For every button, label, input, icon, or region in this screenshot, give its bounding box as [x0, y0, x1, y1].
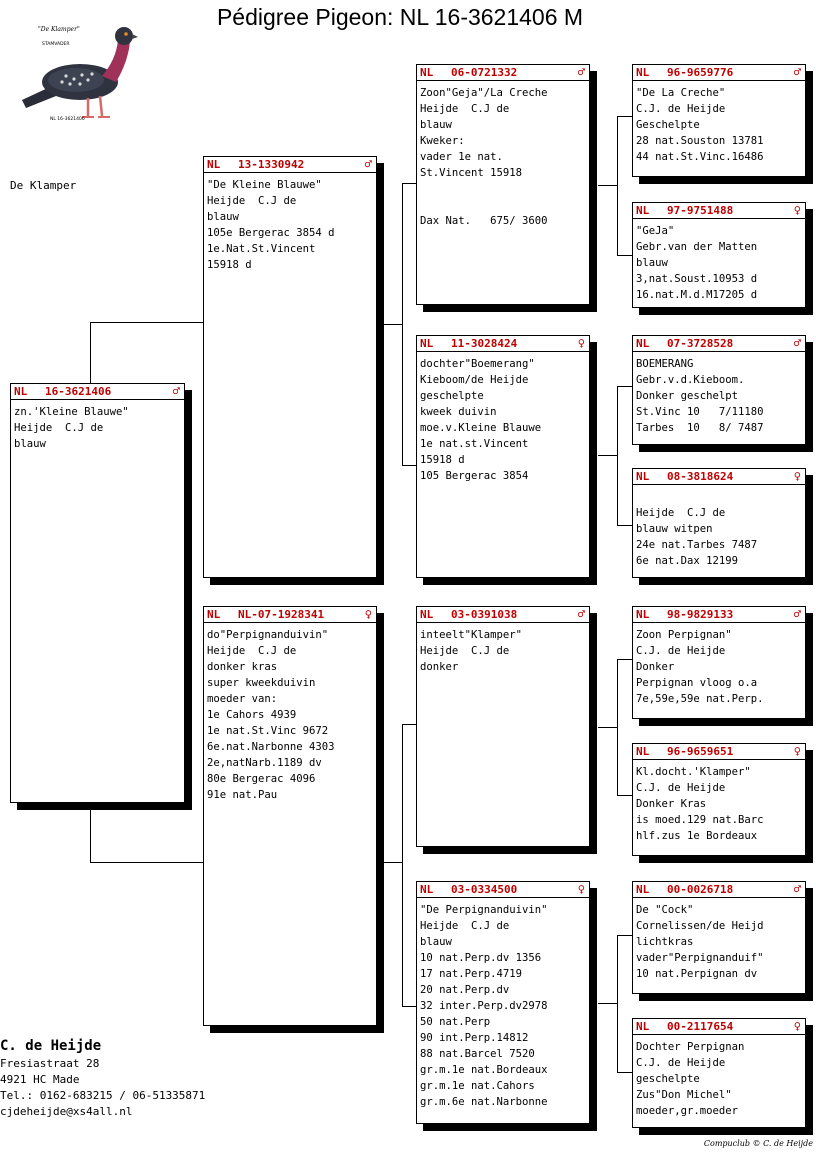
detail-line: 17 nat.Perp.4719 — [420, 968, 523, 980]
pigeon-card-mfm — [632, 743, 806, 856]
pigeon-card-father — [203, 156, 377, 578]
detail-line: Tarbes 10 8/ 7487 — [636, 422, 764, 434]
detail-line: Geschelpte — [636, 119, 700, 131]
detail-line: 105 Bergerac 3854 — [420, 470, 529, 482]
card-details — [417, 898, 589, 1110]
detail-line: Kweker: — [420, 135, 465, 147]
sex-icon: ♂ — [577, 607, 585, 621]
connector — [402, 1006, 417, 1007]
pigeon-card-father-father — [416, 64, 590, 305]
subject-name: De Klamper — [10, 179, 77, 192]
card-header — [633, 65, 805, 81]
card-details — [11, 400, 184, 452]
pigeon-card-mother — [203, 606, 377, 1026]
pigeon-card-subject — [10, 383, 185, 803]
sex-icon: ♀ — [793, 203, 801, 217]
breeder-address: Fresiastraat 28 — [0, 1057, 100, 1070]
breeder-phone: Tel.: 0162-683215 / 06-51335871 — [0, 1089, 206, 1102]
connector — [617, 116, 618, 255]
country-code: NL — [207, 158, 221, 171]
detail-line: super kweekduivin — [207, 677, 316, 689]
card-details — [417, 623, 589, 675]
pigeon-card-father-mother — [416, 335, 590, 578]
detail-line: 7e,59e,59e nat.Perp. — [636, 693, 764, 705]
detail-line: donker — [420, 661, 459, 673]
detail-line: Dochter Perpignan — [636, 1041, 745, 1053]
detail-line: vader"Perpignanduif" — [636, 952, 764, 964]
detail-line: 24e nat.Tarbes 7487 — [636, 539, 758, 551]
detail-line: 44 nat.St.Vinc.16486 — [636, 151, 764, 163]
detail-line: blauw witpen — [636, 523, 713, 535]
country-code: NL — [636, 66, 650, 79]
card-header — [417, 336, 589, 352]
detail-line — [420, 181, 589, 197]
country-code: NL — [420, 883, 434, 896]
card-header — [417, 882, 589, 898]
detail-line: 2e,natNarb.1189 dv — [207, 757, 322, 769]
detail-line: C.J. de Heijde — [636, 645, 726, 657]
detail-line: 1e nat.St.Vinc 9672 — [207, 725, 329, 737]
detail-line: vader 1e nat. — [420, 151, 503, 163]
card-details — [633, 485, 805, 569]
sex-icon: ♂ — [793, 607, 801, 621]
detail-line: Heijde C.J de — [420, 645, 510, 657]
breeder-name: C. de Heijde — [0, 1038, 102, 1054]
connector — [617, 386, 618, 525]
detail-line: blauw — [420, 119, 452, 131]
detail-line: moe.v.Kleine Blauwe — [420, 422, 542, 434]
ring-number: 00-2117654 — [667, 1020, 734, 1033]
sex-icon: ♀ — [793, 744, 801, 758]
detail-line: kweek duivin — [420, 406, 497, 418]
detail-line: St.Vincent 15918 — [420, 167, 523, 179]
ring-number: 03-0334500 — [451, 883, 518, 896]
detail-line: 15918 d — [207, 259, 252, 271]
country-code: NL — [636, 470, 650, 483]
detail-line: Perpignan vloog o.a — [636, 677, 758, 689]
connector — [598, 455, 617, 456]
card-details — [417, 81, 589, 229]
sex-icon: ♂ — [793, 882, 801, 896]
connector — [617, 935, 618, 1072]
connector — [402, 183, 417, 184]
ring-number: 96-9659651 — [667, 745, 734, 758]
connector — [617, 659, 618, 795]
card-header — [417, 607, 589, 623]
ring-number: 13-1330942 — [238, 158, 305, 171]
detail-line: 10 nat.Perp.dv 1356 — [420, 952, 542, 964]
detail-line: Gebr.v.d.Kieboom. — [636, 374, 745, 386]
pigeon-card-mother-mother — [416, 881, 590, 1124]
country-code: NL — [207, 608, 221, 621]
ring-number: 97-9751488 — [667, 204, 734, 217]
detail-line: geschelpte — [636, 1073, 700, 1085]
detail-line: Cornelissen/de Heijd — [636, 920, 764, 932]
detail-line: De "Cock" — [636, 904, 694, 916]
detail-line: moeder van: — [207, 693, 278, 705]
detail-line: Heijde C.J de — [420, 103, 510, 115]
detail-line: 6e nat.Dax 12199 — [636, 555, 739, 567]
detail-line: Donker — [636, 661, 675, 673]
connector — [402, 465, 417, 466]
connector — [617, 1072, 633, 1073]
connector — [384, 324, 402, 325]
card-header — [417, 65, 589, 81]
detail-line: 15918 d — [420, 454, 465, 466]
country-code: NL — [636, 204, 650, 217]
detail-line: 1e.Nat.St.Vincent — [207, 243, 316, 255]
ring-number: 96-9659776 — [667, 66, 734, 79]
card-details — [633, 81, 805, 165]
card-details — [417, 352, 589, 484]
detail-line: 88 nat.Barcel 7520 — [420, 1048, 535, 1060]
card-details — [204, 173, 376, 273]
card-header — [633, 607, 805, 623]
card-details — [633, 1035, 805, 1119]
card-header — [633, 203, 805, 219]
detail-line: 10 nat.Perpignan dv — [636, 968, 758, 980]
page-title: Pédigree Pigeon: NL 16-3621406 M — [216, 4, 584, 30]
connector — [617, 795, 633, 796]
breeder-info — [0, 1036, 205, 1120]
detail-line: 1e Cahors 4939 — [207, 709, 297, 721]
country-code: NL — [420, 66, 434, 79]
detail-line: C.J. de Heijde — [636, 782, 726, 794]
connector — [598, 1003, 617, 1004]
connector — [617, 386, 633, 387]
sex-icon: ♀ — [793, 1019, 801, 1033]
card-header — [633, 744, 805, 760]
connector — [90, 808, 91, 863]
card-header — [633, 882, 805, 898]
country-code: NL — [636, 745, 650, 758]
detail-line: Gebr.van der Matten — [636, 241, 758, 253]
connector — [402, 724, 403, 1006]
connector — [617, 255, 633, 256]
sex-icon: ♀ — [577, 336, 585, 350]
pigeon-card-mother-father — [416, 606, 590, 847]
detail-line: Zoon"Geja"/La Creche — [420, 87, 548, 99]
detail-line: 91e nat.Pau — [207, 789, 278, 801]
sex-icon: ♀ — [364, 607, 372, 621]
country-code: NL — [636, 1020, 650, 1033]
connector — [384, 862, 402, 863]
detail-line: blauw — [420, 936, 452, 948]
detail-line: lichtkras — [636, 936, 694, 948]
card-details — [633, 898, 805, 982]
pigeon-card-mff — [632, 606, 806, 719]
connector — [90, 322, 91, 384]
pigeon-card-fff — [632, 64, 806, 177]
country-code: NL — [636, 883, 650, 896]
detail-line: Heijde C.J de — [207, 645, 297, 657]
country-code: NL — [636, 608, 650, 621]
connector — [90, 862, 204, 863]
connector — [598, 185, 617, 186]
photo-caption-mid: STAMVADER — [42, 42, 70, 47]
detail-line: C.J. de Heijde — [636, 1057, 726, 1069]
card-details — [633, 352, 805, 436]
detail-line: 28 nat.Souston 13781 — [636, 135, 764, 147]
connector — [617, 525, 633, 526]
detail-line — [420, 197, 589, 213]
pigeon-photo — [18, 16, 138, 128]
detail-line: inteelt"Klamper" — [420, 629, 523, 641]
detail-line: hlf.zus 1e Bordeaux — [636, 830, 758, 842]
detail-line: blauw — [207, 211, 239, 223]
ring-number: 98-9829133 — [667, 608, 734, 621]
photo-caption-top: "De Klamper" — [38, 26, 80, 33]
card-header — [204, 607, 376, 623]
ring-number: NL-07-1928341 — [238, 608, 325, 621]
detail-line: "De La Creche" — [636, 87, 726, 99]
ring-number: 03-0391038 — [451, 608, 518, 621]
detail-line: Heijde C.J de — [420, 920, 510, 932]
sex-icon: ♀ — [577, 882, 585, 896]
detail-line: 32 inter.Perp.dv2978 — [420, 1000, 548, 1012]
photo-caption-bottom: NL 16-3621406 — [50, 117, 85, 122]
card-header — [633, 336, 805, 352]
pigeon-card-mmm — [632, 1018, 806, 1128]
sex-icon: ♂ — [577, 65, 585, 79]
ring-number: 06-0721332 — [451, 66, 518, 79]
detail-line: gr.m.1e nat.Bordeaux — [420, 1064, 548, 1076]
footer-credit: Compuclub © C. de Heijde — [703, 1139, 813, 1148]
connector — [402, 724, 417, 725]
card-header — [633, 469, 805, 485]
connector — [617, 659, 633, 660]
ring-number: 00-0026718 — [667, 883, 734, 896]
detail-line: donker kras — [207, 661, 278, 673]
pigeon-card-fmf — [632, 335, 806, 445]
detail-line: Heijde C.J de — [207, 195, 297, 207]
detail-line: "De Perpignanduivin" — [420, 904, 548, 916]
detail-line: geschelpte — [420, 390, 484, 402]
detail-line: Heijde C.J de — [636, 507, 726, 519]
sex-icon: ♀ — [793, 469, 801, 483]
sex-icon: ♂ — [793, 65, 801, 79]
detail-line: 90 int.Perp.14812 — [420, 1032, 529, 1044]
detail-line: zn.'Kleine Blauwe" — [14, 406, 129, 418]
connector — [90, 322, 204, 323]
card-header — [11, 384, 184, 400]
detail-line: do"Perpignanduivin" — [207, 629, 329, 641]
detail-line: Heijde C.J de — [14, 422, 104, 434]
detail-line: blauw — [636, 257, 668, 269]
connector — [617, 116, 633, 117]
detail-line: BOEMERANG — [636, 358, 694, 370]
card-details — [633, 623, 805, 707]
sex-icon: ♂ — [364, 157, 372, 171]
country-code: NL — [420, 608, 434, 621]
detail-line: 6e.nat.Narbonne 4303 — [207, 741, 335, 753]
card-header — [633, 1019, 805, 1035]
ring-number: 08-3818624 — [667, 470, 734, 483]
sex-icon: ♂ — [172, 384, 180, 398]
ring-number: 16-3621406 — [45, 385, 112, 398]
breeder-city: 4921 HC Made — [0, 1073, 80, 1086]
pigeon-image — [18, 16, 138, 128]
detail-line: 50 nat.Perp — [420, 1016, 491, 1028]
connector — [617, 935, 633, 936]
card-details — [633, 219, 805, 303]
detail-line: Donker geschelpt — [636, 390, 739, 402]
pigeon-card-fmm — [632, 468, 806, 578]
detail-line: 16.nat.M.d.M17205 d — [636, 289, 758, 301]
card-details — [633, 760, 805, 844]
detail-line: "GeJa" — [636, 225, 675, 237]
pigeon-card-mmf — [632, 881, 806, 994]
detail-line: St.Vinc 10 7/11180 — [636, 406, 764, 418]
detail-line: C.J. de Heijde — [636, 103, 726, 115]
card-header — [204, 157, 376, 173]
detail-line: gr.m.1e nat.Cahors — [420, 1080, 535, 1092]
detail-line: Kieboom/de Heijde — [420, 374, 529, 386]
country-code: NL — [636, 337, 650, 350]
detail-line: 20 nat.Perp.dv — [420, 984, 510, 996]
breeder-email: cjdeheijde@xs4all.nl — [0, 1105, 133, 1118]
detail-line: 105e Bergerac 3854 d — [207, 227, 335, 239]
detail-line — [636, 489, 805, 505]
detail-line: Kl.docht.'Klamper" — [636, 766, 751, 778]
detail-line: Dax Nat. 675/ 3600 — [420, 215, 548, 227]
card-details — [204, 623, 376, 803]
ring-number: 11-3028424 — [451, 337, 518, 350]
ring-number: 07-3728528 — [667, 337, 734, 350]
detail-line: "De Kleine Blauwe" — [207, 179, 322, 191]
connector — [598, 727, 617, 728]
detail-line: 80e Bergerac 4096 — [207, 773, 316, 785]
country-code: NL — [14, 385, 28, 398]
detail-line: gr.m.6e nat.Narbonne — [420, 1096, 548, 1108]
sex-icon: ♂ — [793, 336, 801, 350]
connector — [402, 183, 403, 465]
pigeon-card-ffm — [632, 202, 806, 308]
detail-line: Donker Kras — [636, 798, 707, 810]
detail-line: 3,nat.Soust.10953 d — [636, 273, 758, 285]
detail-line: moeder,gr.moeder — [636, 1105, 739, 1117]
country-code: NL — [420, 337, 434, 350]
detail-line: Zus"Don Michel" — [636, 1089, 732, 1101]
detail-line: is moed.129 nat.Barc — [636, 814, 764, 826]
detail-line: blauw — [14, 438, 46, 450]
detail-line: 1e nat.st.Vincent — [420, 438, 529, 450]
detail-line: Zoon Perpignan" — [636, 629, 732, 641]
detail-line: dochter"Boemerang" — [420, 358, 535, 370]
